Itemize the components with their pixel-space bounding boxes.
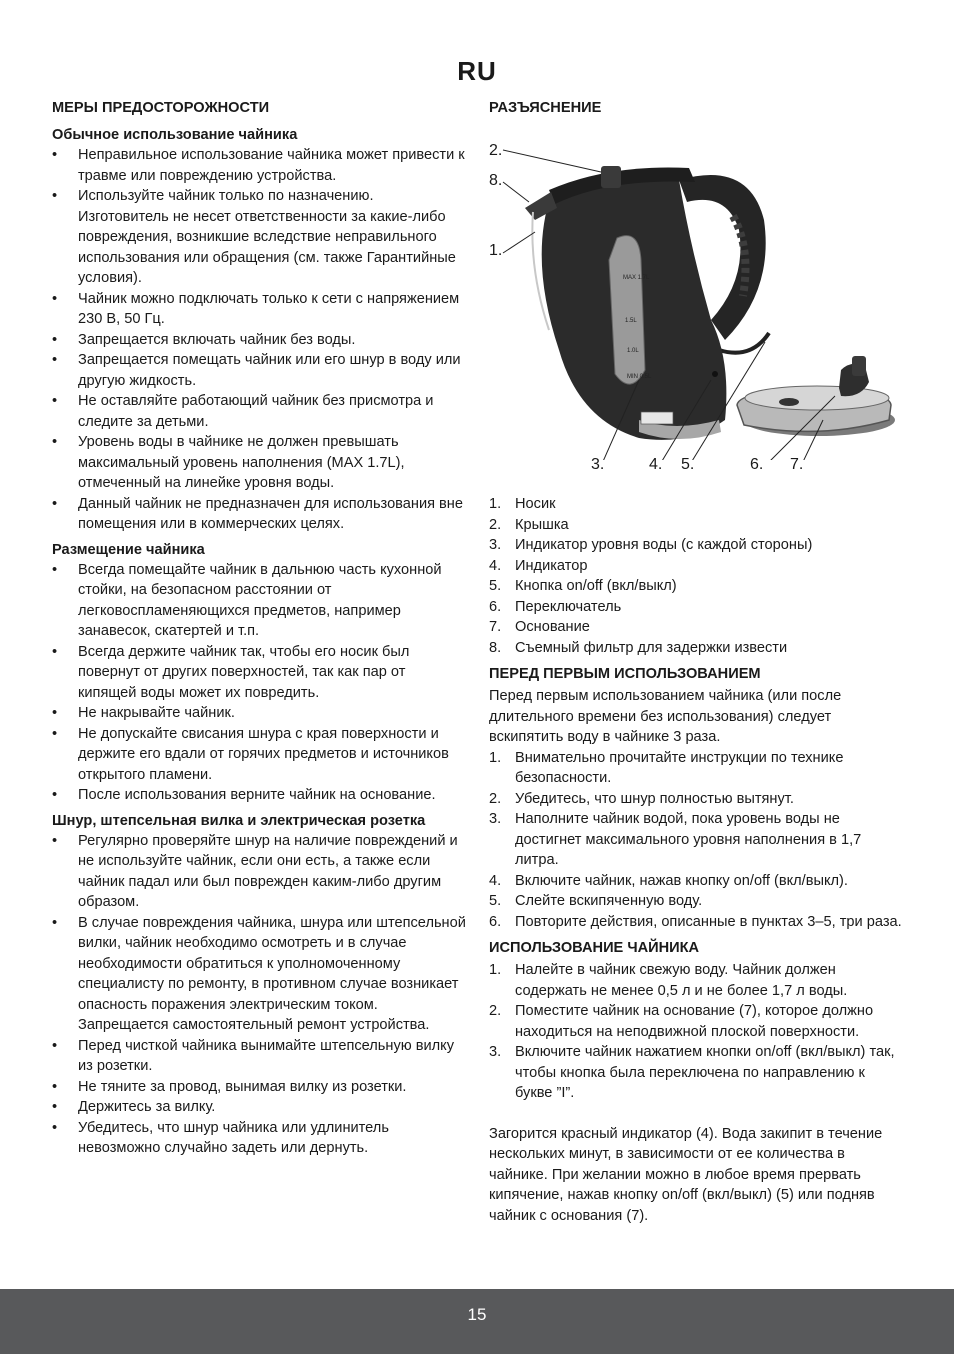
- language-label: RU: [457, 56, 497, 86]
- list-item: • Всегда держите чайник так, чтобы его носик был повернут от других поверхностей, так как пар от кипящей воды может их повредить.: [52, 642, 466, 704]
- list-item: • После использования верните чайник на основание.: [52, 785, 466, 806]
- list-item: • Перед чисткой чайника вынимайте штепсельную вилку из розетки.: [52, 1036, 466, 1077]
- list-item: 5. Кнопка on/off (вкл/выкл): [489, 578, 677, 594]
- page-footer: [0, 1289, 954, 1354]
- base-connector: [779, 398, 799, 406]
- precautions-column: [52, 98, 466, 1164]
- bullet-list: [52, 560, 466, 806]
- list-item: • Запрещается помещать чайник или его шнур в воду или другую жидкость.: [52, 350, 466, 391]
- list-item: 8. Съемный фильтр для задержки извести: [489, 639, 788, 656]
- callout-5: 5.: [681, 456, 695, 473]
- usage-steps: [489, 960, 903, 1104]
- list-item: • Используйте чайник только по назначению. Изготовитель не несет ответственности за какие-либо повреждения, возникшие вследствие неправильного использования или обращения (см. также Гарантийные условия).: [52, 186, 466, 289]
- explanation-title: РАЗЪЯСНЕНИЕ: [489, 100, 602, 116]
- list-item: • Держитесь за вилку.: [52, 1097, 466, 1118]
- list-item: 7. Основание: [489, 619, 590, 635]
- first-use-steps: [489, 748, 903, 933]
- list-item: 3. Включите чайник нажатием кнопки on/off (вкл/выкл) так, чтобы кнопка была переключена по направлению к букве ”I”.: [489, 1044, 895, 1101]
- indicator-light: [712, 371, 718, 377]
- list-item: • Не тяните за провод, вынимая вилку из розетки.: [52, 1077, 466, 1098]
- callout-6: 6.: [750, 456, 764, 473]
- kettle-figure: [489, 120, 903, 473]
- usage-outro: Загорится красный индикатор (4). Вода закипит в течение нескольких минут, в зависимости от ее количества в чайнике. При желании можно в любое время прервать кипячение, нажав кнопку on/off (вкл/выкл) (5) или подняв чайник с основания (7).: [489, 1125, 883, 1224]
- callout-4: 4.: [649, 456, 663, 473]
- list-item: • Запрещается включать чайник без воды.: [52, 330, 466, 351]
- usage-title: ИСПОЛЬЗОВАНИЕ ЧАЙНИКА: [489, 940, 700, 956]
- switch-knob: [852, 356, 866, 376]
- lid-button: [601, 166, 621, 188]
- scale-label: 1.5L: [625, 318, 637, 324]
- list-item: • Неправильное использование чайника может привести к травме или повреждению устройства.: [52, 145, 466, 186]
- water-window: [609, 236, 645, 384]
- list-item: • В случае повреждения чайника, шнура или штепсельной вилки, чайник необходимо осмотреть и в случае необходимости обратиться к уполномоченному специалисту по ремонту, в противном случае возникает опасность поражения электрическим током. Запрещается самостоятельный ремонт устройства.: [52, 913, 466, 1036]
- base-top: [745, 386, 889, 410]
- callout-1: 1.: [489, 242, 503, 259]
- list-item: 6. Повторите действия, описанные в пунктах 3–5, три раза.: [489, 913, 902, 930]
- list-item: • Не оставляйте работающий чайник без присмотра и следите за детьми.: [52, 391, 466, 432]
- list-item: 3. Наполните чайник водой, пока уровень воды не достигнет максимального уровня наполнения в 1,7 литра.: [489, 811, 862, 868]
- brand-plate: [641, 412, 673, 424]
- list-item: 1. Внимательно прочитайте инструкции по технике безопасности.: [489, 749, 844, 786]
- callout-2: 2.: [489, 142, 503, 159]
- list-item: 5. Слейте вскипяченную воду.: [489, 893, 703, 909]
- section-heading: Обычное использование чайника: [52, 127, 298, 143]
- list-item: 4. Индикатор: [489, 557, 588, 574]
- list-item: • Чайник можно подключать только к сети с напряжением 230 В, 50 Гц.: [52, 289, 466, 330]
- scale-label: MAX 1.7L: [623, 275, 650, 281]
- callout-3: 3.: [591, 456, 605, 473]
- bullet-list: [52, 831, 466, 1159]
- section-heading: Шнур, штепсельная вилка и электрическая розетка: [52, 812, 426, 829]
- first-use-title: ПЕРЕД ПЕРВЫМ ИСПОЛЬЗОВАНИЕМ: [489, 666, 761, 682]
- kettle-illustration: [489, 120, 903, 460]
- list-item: • Данный чайник не предназначен для использования вне помещения или в коммерческих целях.: [52, 494, 466, 535]
- list-item: • Не допускайте свисания шнура с края поверхности и держите его вдали от горячих предметов и источников открытого пламени.: [52, 724, 466, 786]
- page-number: 15: [467, 1305, 487, 1324]
- list-item: 1. Носик: [489, 496, 556, 512]
- list-item: • Убедитесь, что шнур чайника или удлинитель невозможно случайно задеть или дернуть.: [52, 1118, 466, 1159]
- list-item: 1. Налейте в чайник свежую воду. Чайник должен содержать не менее 0,5 л и не более 1,7 л воды.: [489, 962, 848, 999]
- parts-list: [489, 494, 903, 658]
- precautions-title: МЕРЫ ПРЕДОСТОРОЖНОСТИ: [52, 100, 270, 116]
- callout-7: 7.: [790, 456, 804, 473]
- callout-8: 8.: [489, 172, 503, 189]
- list-item: • Уровень воды в чайнике не должен превышать максимальный уровень наполнения (MAX 1.7L), отмеченный на линейке уровня воды.: [52, 432, 466, 494]
- list-item: 2. Убедитесь, что шнур полностью вытянут.: [489, 790, 794, 807]
- list-item: 2. Поместите чайник на основание (7), которое должно находиться на неподвижной плоской поверхности.: [489, 1003, 874, 1040]
- explanation-column: [489, 98, 903, 1226]
- list-item: • Всегда помещайте чайник в дальнюю часть кухонной стойки, на безопасном расстоянии от легковоспламеняющихся предметов, например занавесок, скатертей и т.п.: [52, 560, 466, 642]
- section-heading: Размещение чайника: [52, 541, 205, 558]
- scale-label: MIN 0.5L: [627, 374, 652, 380]
- list-item: • Регулярно проверяйте шнур на наличие повреждений и не используйте чайник, если они есть, а также если чайник падал или был поврежден каким-либо другим образом.: [52, 831, 466, 913]
- first-use-intro: Перед первым использованием чайника (или после длительного времени без использования) следует вскипятить воду в чайнике 3 раза.: [489, 688, 842, 745]
- list-item: • Не накрывайте чайник.: [52, 703, 466, 724]
- bullet-list: [52, 145, 466, 535]
- list-item: 3. Индикатор уровня воды (с каждой стороны): [489, 537, 813, 553]
- list-item: 6. Переключатель: [489, 598, 622, 615]
- list-item: 2. Крышка: [489, 516, 569, 533]
- list-item: 4. Включите чайник, нажав кнопку on/off (вкл/выкл).: [489, 872, 848, 889]
- scale-label: 1.0L: [627, 348, 639, 354]
